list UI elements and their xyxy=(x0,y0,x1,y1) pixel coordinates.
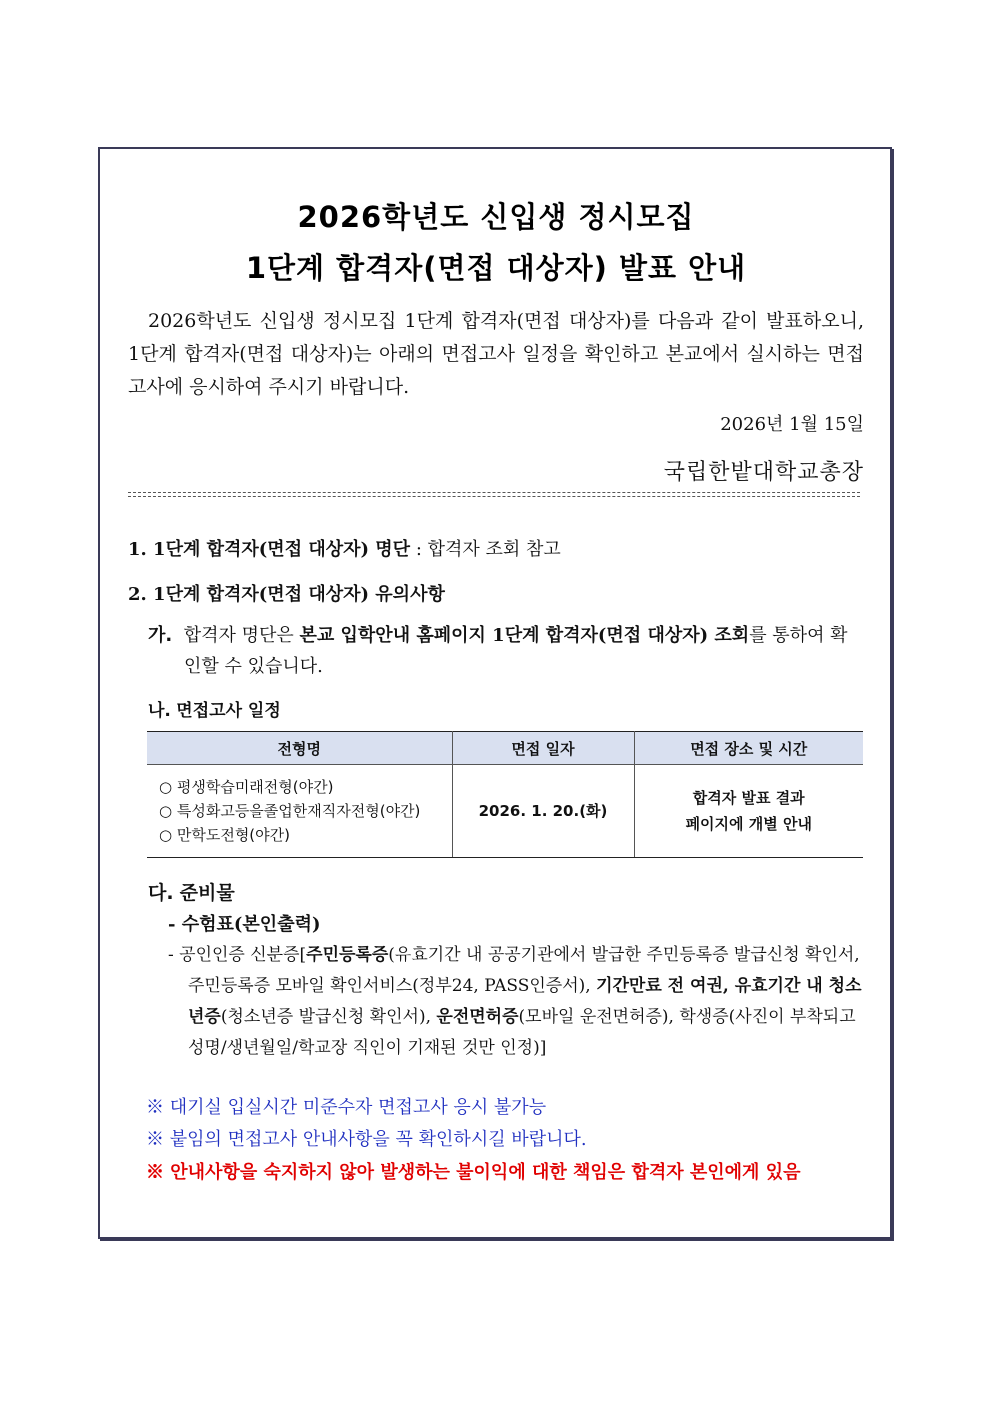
table-header-row xyxy=(147,732,863,765)
item-ga-bold: 본교 입학안내 홈페이지 1단계 합격자(면접 대상자) 조회 xyxy=(299,625,750,646)
track-item: ○ 특성화고등을졸업한재직자전형(야간) xyxy=(159,802,421,820)
track-list xyxy=(147,765,452,858)
interview-date: 2026. 1. 20.(화) xyxy=(452,765,634,858)
section-1 xyxy=(128,535,561,561)
place-line-2: 페이지에 개별 안내 xyxy=(685,815,812,833)
title-line-1: 2026학년도 신입생 정시모집 xyxy=(297,200,695,234)
notice-3: ※ 안내사항을 숙지하지 않아 발생하는 불이익에 대한 책임은 합격자 본인에게 있음 xyxy=(146,1162,801,1183)
notice-1: ※ 대기실 입실시간 미준수자 면접고사 응시 불가능 xyxy=(146,1097,547,1118)
interview-place xyxy=(634,765,863,858)
prep-item-2-d: (청소년증 발급신청 확인서), xyxy=(220,1007,437,1027)
prep-item-2-bold-2: 기간만료 전 여권, 유효기간 내 청소년증 xyxy=(188,976,862,1027)
notice-2: ※ 붙임의 면접고사 안내사항을 꼭 확인하시길 바랍니다. xyxy=(146,1129,587,1150)
title-line-2: 1단계 합격자(면접 대상자) 발표 안내 xyxy=(245,251,747,285)
interview-schedule-table xyxy=(147,731,863,858)
item-ga-text-a: 합격자 명단은 xyxy=(183,625,294,646)
section-2: 2. 1단계 합격자(면접 대상자) 유의사항 xyxy=(128,584,445,605)
intro-paragraph xyxy=(128,305,864,404)
item-da-label: 다. xyxy=(148,882,174,904)
item-ga xyxy=(148,620,864,682)
prep-item-2-bold-3: 운전면허증 xyxy=(436,1007,519,1027)
intro-text: 2026학년도 신입생 정시모집 1단계 합격자(면접 대상자)를 다음과 같이 발표하오니, 1단계 합격자(면접 대상자)는 아래의 면접고사 일정을 확인하고 본교에서 실시하는 면접고사에 응시하여 주시기 바랍니다. xyxy=(128,310,864,398)
place-line-1: 합격자 발표 결과 xyxy=(692,789,805,807)
divider xyxy=(128,492,860,497)
item-da-title: 준비물 xyxy=(179,882,235,904)
announcement-date: 2026년 1월 15일 xyxy=(720,414,864,435)
prep-item-2-c: (유효기간 내 공공기관에서 발급한 주민등록증 발급신청 확인서, 주민등록증 모바일 확인서비스(정부24, PASS인증서), xyxy=(188,945,860,996)
prep-item-1: - 수험표(본인출력) xyxy=(168,914,321,935)
item-na-title: 면접고사 일정 xyxy=(176,701,281,721)
item-ga-label: 가. xyxy=(148,625,173,646)
section-1-label: 1. 1단계 합격자(면접 대상자) 명단 xyxy=(128,539,411,560)
prep-item-2 xyxy=(168,940,864,1064)
item-ga-text-b: 를 통하여 확인할 수 있습니다. xyxy=(184,625,848,677)
item-da xyxy=(148,878,235,905)
header-place: 면접 장소 및 시간 xyxy=(634,732,863,765)
header-date: 면접 일자 xyxy=(452,732,634,765)
track-item: ○ 평생학습미래전형(야간) xyxy=(159,778,334,796)
item-na xyxy=(148,696,281,721)
signature: 국립한밭대학교총장 xyxy=(663,460,864,485)
section-1-value: : 합격자 조회 참고 xyxy=(415,539,561,560)
table-row xyxy=(147,765,863,858)
prep-item-2-e: (모바일 운전면허증), 학생증(사진이 부착되고 성명/생년월일/학교장 직인이 기재된 것만 인정)] xyxy=(188,1007,856,1058)
track-item: ○ 만학도전형(야간) xyxy=(159,826,290,844)
header-track: 전형명 xyxy=(147,732,452,765)
prep-item-2-a: - 공인인증 신분증[ xyxy=(168,945,307,965)
prep-item-2-bold-1: 주민등록증 xyxy=(306,945,389,965)
item-na-label: 나. xyxy=(148,701,171,721)
